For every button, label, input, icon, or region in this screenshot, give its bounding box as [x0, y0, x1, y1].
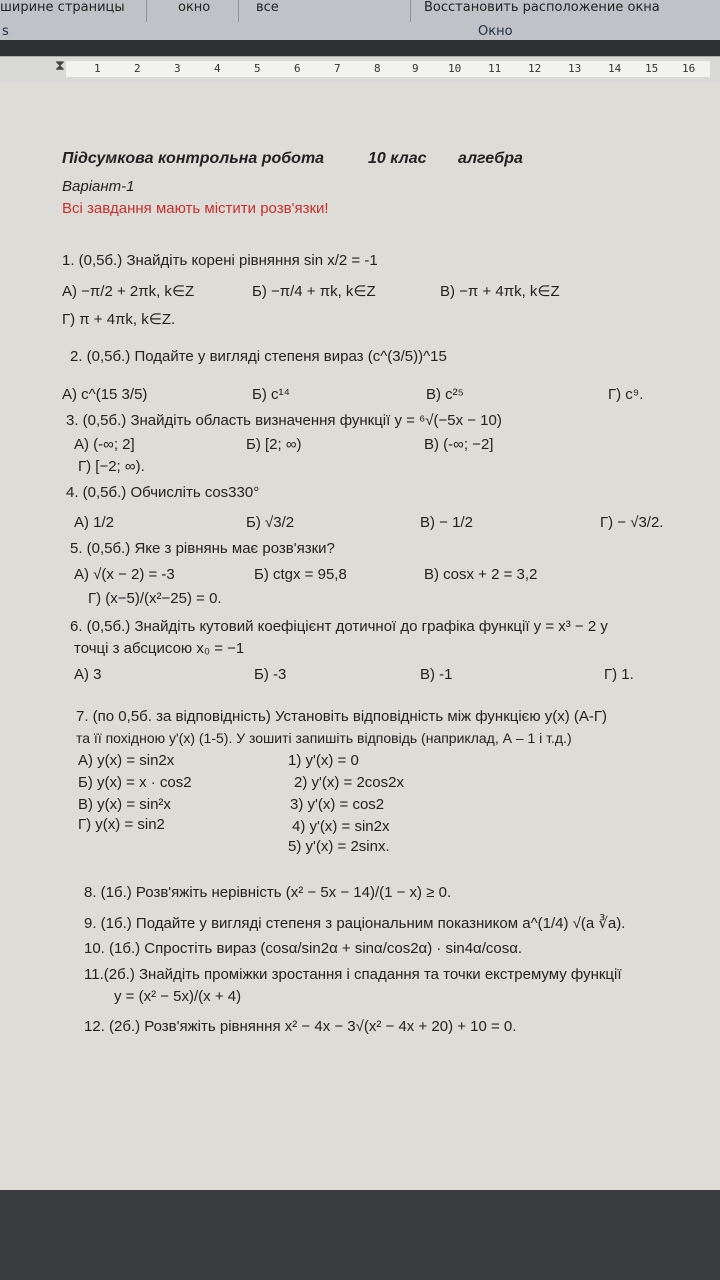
question-11-function: y = (x² − 5x)/(x + 4)	[114, 988, 242, 1005]
question-3: 3. (0,5б.) Знайдіть область визначення функції y = ⁶√(−5x − 10)	[66, 412, 502, 429]
match-left: В) y(x) = sin²x	[78, 796, 171, 813]
ruler-number: 5	[254, 62, 261, 75]
answer-option: Б) -3	[254, 666, 287, 683]
answer-option: В) c²⁵	[426, 386, 464, 403]
question-2: 2. (0,5б.) Подайте у вигляді степеня вираз (c^(3/5))^15	[70, 348, 447, 365]
answer-option: В) − 1/2	[420, 514, 473, 531]
match-right: 3) y'(x) = cos2	[290, 796, 385, 813]
answer-option: Б) c¹⁴	[252, 386, 290, 403]
separator	[410, 0, 411, 22]
tab-window[interactable]: окно	[178, 0, 211, 15]
question-12: 12. (2б.) Розв'яжіть рівняння x² − 4x − 3√(x² − 4x + 20) + 10 = 0.	[84, 1018, 517, 1035]
answer-option: Б) [2; ∞)	[246, 436, 302, 453]
ruler-number: 4	[214, 62, 221, 75]
answer-option: Г) π + 4πk, k∈Z.	[62, 311, 176, 328]
ruler-number: 14	[608, 62, 622, 75]
answer-option: А) 1/2	[74, 514, 115, 531]
ruler-number: 11	[488, 62, 502, 75]
doc-variant: Варіант-1	[62, 178, 135, 195]
question-1: 1. (0,5б.) Знайдіть корені рівняння sin x/2 = -1	[62, 252, 378, 269]
ruler-number: 15	[645, 62, 659, 75]
question-6: 6. (0,5б.) Знайдіть кутовий коефіцієнт дотичної до графіка функції y = x³ − 2 у	[70, 618, 608, 635]
ruler-number: 1	[94, 62, 101, 75]
answer-option: А) −π/2 + 2πk, k∈Z	[62, 283, 195, 300]
window-group-label: Окно	[478, 24, 513, 39]
answer-option: Г) [−2; ∞).	[78, 458, 145, 475]
question-10: 10. (1б.) Спростіть вираз (cosα/sin2α + sinα/cos2α) · sin4α/cosα.	[84, 940, 523, 957]
doc-note: Всі завдання мають містити розв'язки!	[62, 200, 329, 217]
answer-option: В) −π + 4πk, k∈Z	[440, 283, 560, 300]
ruler-number: 3	[174, 62, 181, 75]
document-page[interactable]	[0, 82, 720, 1190]
answer-option: А) 3	[74, 666, 102, 683]
ruler-number: 2	[134, 62, 141, 75]
indent-marker-icon[interactable]: ⧗	[55, 58, 65, 74]
doc-grade: 10 клас	[368, 150, 427, 167]
answer-option: В) -1	[420, 666, 453, 683]
tab-page-width[interactable]: ширине страницы	[0, 0, 125, 15]
ruler-number: 13	[568, 62, 582, 75]
match-right: 2) y'(x) = 2cos2x	[294, 774, 404, 791]
answer-option: Б) ctgx = 95,8	[254, 566, 347, 583]
separator	[238, 0, 239, 22]
ribbon	[0, 0, 720, 40]
answer-option: В) cosx + 2 = 3,2	[424, 566, 538, 583]
answer-option: А) c^(15 3/5)	[62, 386, 148, 403]
restore-window-layout-button[interactable]: Восстановить расположение окна	[424, 0, 660, 15]
left-mark: s	[2, 24, 9, 39]
ruler-number: 6	[294, 62, 301, 75]
answer-option: В) (-∞; −2]	[424, 436, 494, 453]
ruler-number: 7	[334, 62, 341, 75]
answer-option: А) (-∞; 2]	[74, 436, 135, 453]
answer-option: Г) − √3/2.	[600, 514, 664, 531]
doc-header: Підсумкова контрольна робота	[62, 150, 325, 167]
horizontal-ruler[interactable]	[0, 56, 720, 84]
question-7: 7. (по 0,5б. за відповідність) Установіть відповідність між функцією y(x) (А-Г)	[76, 708, 608, 725]
question-8: 8. (1б.) Розв'яжіть нерівність (x² − 5x − 14)/(1 − x) ≥ 0.	[84, 884, 452, 901]
answer-option: Г) (x−5)/(x²−25) = 0.	[88, 590, 222, 607]
match-right: 5) y'(x) = 2sinx.	[288, 838, 390, 855]
question-5: 5. (0,5б.) Яке з рівнянь має розв'язки?	[70, 540, 335, 557]
question-7-cont: та її похідною y'(x) (1-5). У зошиті запишіть відповідь (наприклад, А – 1 і т.д.)	[76, 730, 572, 746]
question-9: 9. (1б.) Подайте у вигляді степеня з раціональним показником a^(1/4) √(a ∛a).	[84, 915, 626, 932]
match-left: Г) y(x) = sin2	[78, 816, 165, 833]
tab-all[interactable]: все	[256, 0, 279, 15]
match-right: 4) y'(x) = sin2x	[292, 818, 390, 835]
question-6-cont: точці з абсцисою x₀ = −1	[74, 640, 245, 657]
ruler-number: 12	[528, 62, 542, 75]
ruler-number: 8	[374, 62, 381, 75]
question-4: 4. (0,5б.) Обчисліть cos330°	[66, 484, 260, 501]
answer-option: А) √(x − 2) = -3	[74, 566, 175, 583]
match-left: Б) y(x) = x · cos2	[78, 774, 192, 791]
ruler-number: 16	[682, 62, 696, 75]
answer-option: Г) 1.	[604, 666, 634, 683]
doc-subject: алгебра	[458, 150, 523, 167]
ruler-number: 9	[412, 62, 419, 75]
separator	[146, 0, 147, 22]
answer-option: Б) −π/4 + πk, k∈Z	[252, 283, 376, 300]
answer-option: Б) √3/2	[246, 514, 295, 531]
answer-option: Г) c⁹.	[608, 386, 644, 403]
question-11: 11.(2б.) Знайдіть проміжки зростання і спадання та точки екстремуму функції	[84, 966, 622, 983]
background-area	[0, 1190, 720, 1280]
match-left: А) y(x) = sin2x	[78, 752, 175, 769]
match-right: 1) y'(x) = 0	[288, 752, 359, 769]
ruler-number: 10	[448, 62, 462, 75]
